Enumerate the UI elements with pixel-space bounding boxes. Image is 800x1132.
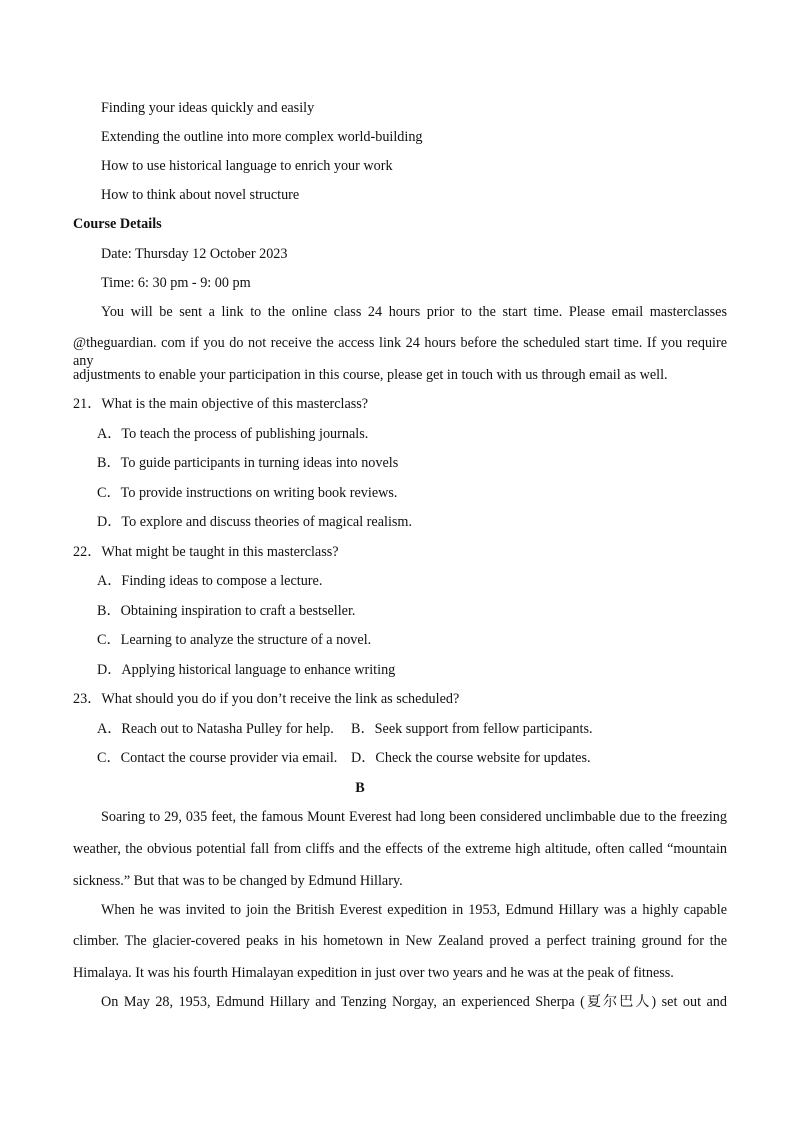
course-notice-line-3: adjustments to enable your participation in this course, please get in touch with us through email as well. — [73, 367, 668, 383]
question-21-stem: 21．What is the main objective of this masterclass? — [73, 396, 369, 412]
question-22-option-d: D．Applying historical language to enhance writing — [97, 662, 396, 678]
section-b-heading: B — [355, 780, 365, 796]
question-23-option-d: D．Check the course website for updates. — [351, 750, 591, 766]
question-23-option-a: A．Reach out to Natasha Pulley for help. — [97, 721, 334, 737]
passage-p1-line-2: weather, the obvious potential fall from cliffs and the effects of the extreme high altitude, often called “mountain — [73, 841, 727, 857]
question-23-option-b: B．Seek support from fellow participants. — [351, 721, 593, 737]
passage-p2-line-2: climber. The glacier-covered peaks in his hometown in New Zealand proved a perfect training ground for the — [73, 933, 727, 949]
passage-p1-line-3: sickness.” But that was to be changed by Edmund Hillary. — [73, 873, 403, 889]
course-topic-1: Finding your ideas quickly and easily — [101, 100, 315, 116]
question-22-option-b: B．Obtaining inspiration to craft a bestseller. — [97, 603, 356, 619]
question-23-option-c: C．Contact the course provider via email. — [97, 750, 338, 766]
passage-p1-line-1: Soaring to 29, 035 feet, the famous Mount Everest had long been considered unclimbable due to the freezing — [101, 809, 727, 825]
question-22-option-c: C．Learning to analyze the structure of a novel. — [97, 632, 372, 648]
course-notice-line-1: You will be sent a link to the online class 24 hours prior to the start time. Please email masterclasses — [101, 304, 727, 320]
course-time: Time: 6: 30 pm - 9: 00 pm — [101, 275, 251, 291]
course-topic-4: How to think about novel structure — [101, 187, 300, 203]
question-21-option-c: C．To provide instructions on writing book reviews. — [97, 485, 398, 501]
course-topic-3: How to use historical language to enrich your work — [101, 158, 393, 174]
question-21-option-b: B．To guide participants in turning ideas into novels — [97, 455, 399, 471]
passage-p2-line-3: Himalaya. It was his fourth Himalayan expedition in just over two years and he was at the peak of fitness. — [73, 965, 674, 981]
passage-p3-line-1: On May 28, 1953, Edmund Hillary and Tenzing Norgay, an experienced Sherpa (夏尔巴人) set out and — [101, 994, 727, 1010]
course-date: Date: Thursday 12 October 2023 — [101, 246, 288, 262]
course-notice-line-2: @theguardian. com if you do not receive the access link 24 hours before the scheduled start time. If you require any — [73, 335, 727, 369]
question-21-option-a: A．To teach the process of publishing journals. — [97, 426, 369, 442]
course-details-heading: Course Details — [73, 216, 162, 232]
question-22-stem: 22．What might be taught in this masterclass? — [73, 544, 339, 560]
question-21-option-d: D．To explore and discuss theories of magical realism. — [97, 514, 412, 530]
question-23-stem: 23．What should you do if you don’t receive the link as scheduled? — [73, 691, 460, 707]
course-topic-2: Extending the outline into more complex world-building — [101, 129, 423, 145]
passage-p2-line-1: When he was invited to join the British Everest expedition in 1953, Edmund Hillary was a highly capable — [101, 902, 727, 918]
question-22-option-a: A．Finding ideas to compose a lecture. — [97, 573, 323, 589]
